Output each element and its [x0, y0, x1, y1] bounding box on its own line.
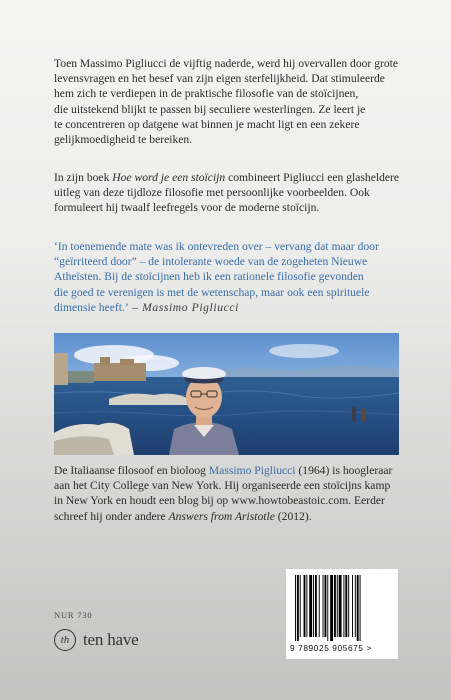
barcode-bar — [300, 575, 301, 637]
intro-paragraph — [54, 56, 406, 147]
barcode-bar — [313, 575, 314, 637]
barcode-bar — [357, 575, 359, 641]
quote-attribution: – Massimo Pigliucci — [128, 300, 239, 314]
quote-line: “geïrriteerd door” – de intolerante woede van de zogeheten Nieuwe — [54, 255, 368, 269]
previous-book-title: Answers from Aristotle — [168, 509, 275, 523]
barcode-bar — [315, 575, 317, 637]
book-line: formuleert hij twaalf leefregels voor de moderne stoïcijn. — [54, 201, 320, 215]
bio-line-text: (1964) is hoogleraar — [295, 464, 393, 477]
book-title: Hoe word je een stoïcijn — [112, 171, 226, 184]
publisher-name: ten have — [83, 630, 139, 649]
barcode-bar — [324, 575, 326, 637]
quote-line: die goed te verenigen is met de wetenschap, maar ook een spirituele — [54, 285, 370, 299]
bio-line: in New York en houdt een blog bij op www.howtobeastoic.com. Eerder — [54, 494, 385, 508]
intro-line: die uitstekend blijkt te passen bij seculiere westerlingen. Ze leert je — [54, 102, 366, 116]
publisher-emblem-icon: th — [54, 629, 76, 651]
bio-line-text: (2012). — [274, 509, 312, 523]
barcode-bar — [348, 575, 349, 637]
isbn-number: 9 789025 905675 > — [290, 643, 372, 653]
barcode-bar — [334, 575, 336, 637]
intro-line: levensvragen en het besef van zijn eigen sterfelijkheid. Dat stimuleerde — [54, 72, 385, 86]
barcode-bar — [345, 575, 347, 637]
bio-line: aan het City College van New York. Hij organiseerde een stoïcijns kamp — [54, 479, 391, 493]
barcode-bar — [323, 575, 324, 637]
barcode-bar — [309, 575, 312, 637]
bio-line-text: De Italiaanse filosoof en bioloog — [54, 464, 209, 477]
barcode-bar — [319, 575, 320, 637]
author-bio — [54, 463, 406, 524]
intro-line: hem zich te verdiepen in de praktische filosofie van de stoïcijnen, — [54, 87, 359, 101]
barcode-bars — [293, 575, 391, 641]
quote-last-text: dimensie heeft.’ — [54, 300, 129, 314]
intro-line: te concentreren op datgene wat binnen je macht ligt en een zekere — [54, 117, 360, 131]
nur-code: NUR 730 — [54, 610, 93, 620]
barcode-bar — [306, 575, 307, 637]
intro-line: Toen Massimo Pigliucci de vijftig naderde, werd hij overvallen door grote — [54, 57, 399, 70]
barcode-bar — [337, 575, 338, 637]
intro-line: gelijkmoedigheid te bereiken. — [54, 133, 193, 147]
author-name: Massimo Pigliucci — [208, 464, 296, 477]
publisher-logo — [54, 627, 139, 653]
book-line-text: In zijn boek — [54, 171, 113, 184]
quote-line — [54, 300, 406, 315]
quote-line: Atheïsten. Bij de stoïcijnen heb ik een rationele filosofie gevonden — [54, 270, 364, 284]
bio-line — [54, 463, 406, 478]
barcode-bar — [360, 575, 361, 641]
book-line: uitleg van deze tijdloze filosofie met persoonlijke voorbeelden. Ook — [54, 186, 370, 200]
book-paragraph — [54, 170, 406, 216]
quote-line: ‘In toenemende mate was ik ontevreden over – vervang dat maar door — [54, 240, 379, 253]
bio-line — [54, 509, 406, 524]
barcode-bar — [297, 575, 299, 641]
barcode-bar — [343, 575, 344, 637]
barcode-bar — [339, 575, 342, 637]
book-line — [54, 170, 406, 185]
barcode-bar — [355, 575, 356, 637]
bio-line-text: schreef hij onder andere — [54, 509, 169, 523]
barcode-bar — [304, 575, 306, 637]
barcode-bar — [330, 575, 333, 641]
barcode-bar — [327, 575, 328, 641]
author-quote — [54, 239, 406, 315]
barcode-bar — [352, 575, 353, 637]
author-photo — [54, 333, 399, 455]
isbn-barcode — [286, 569, 398, 659]
barcode-bar — [295, 575, 296, 641]
book-line-text: combineert Pigliucci een glasheldere — [225, 171, 400, 184]
